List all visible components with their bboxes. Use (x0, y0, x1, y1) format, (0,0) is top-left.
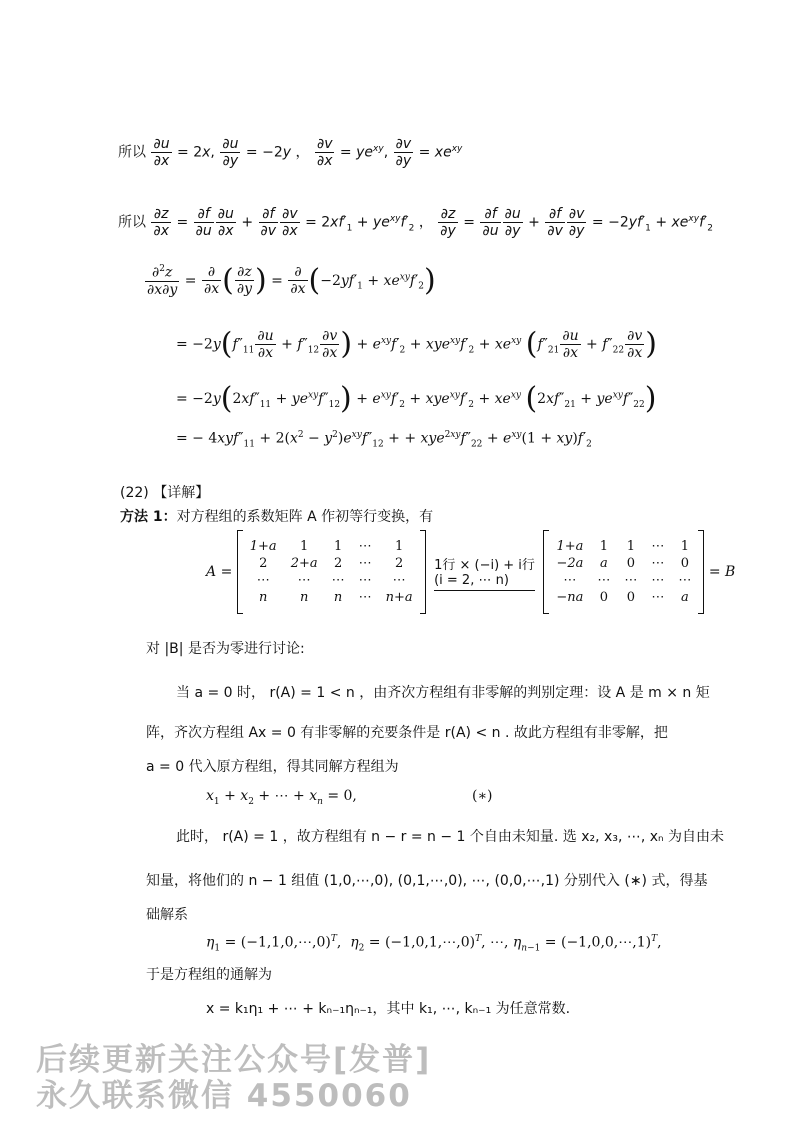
basis-solutions: $\eta_1$ = (−1,1,0,⋯,0)$^T$, $\eta_2$ = (−1,0,1,⋯,0)$^T$, ⋯, $\eta_{n-1}$ = (−1,0,0,⋯,1)$^T$, (206, 934, 662, 954)
matrix-cell: 2+a (290, 556, 318, 571)
method-label: 方法 1： (120, 509, 177, 525)
paragraph-4: 此时， r(A) = 1 ，故方程组有 n − r = n − 1 个自由未知量. 选 x₂, x₃, ⋯, xₙ 为自由未 (176, 829, 725, 845)
matrix-row (549, 572, 698, 589)
matrix-row (243, 538, 420, 555)
matrix-cell: 1+a (249, 539, 277, 554)
matrix-row (243, 589, 420, 606)
matrix-cell: 2 (333, 556, 343, 571)
formula-expansion-1: = $-2y(f''_{11}$ $\frac{\partial u}{\partial x}$ + $f''_{12}$ $\frac{\partial v}{\partial x}$ ) + $e^{xy}f'_2 + xye^{xy}f'_2 + xe^{xy}$ ($f''_{21}$ $\frac{\partial u}{\partial x}$ + $f''_{22}$ $\frac{\partial v}{\partial x}$ ) (176, 326, 657, 362)
matrix-cell: a (600, 556, 608, 571)
equation-homogeneous: $x_1 + x_2$ + ⋯ + $x_n = 0$, (206, 788, 357, 807)
section-heading: (22) 【详解】 (120, 485, 210, 501)
paragraph-6: 础解系 (146, 907, 188, 923)
matrix-cell: 2 (394, 556, 404, 571)
matrix-cell: 0 (626, 590, 636, 605)
matrix-row (549, 555, 698, 572)
method-text: 对方程组的系数矩阵 A 作初等行变换，有 (176, 509, 434, 525)
row-op-label: 1行 × (−i) + i行 (434, 557, 535, 573)
paragraph-5: 知量，将他们的 n − 1 组值 (1,0,⋯,0), (0,1,⋯,0), ⋯, (0,0,⋯,1) 分别代入 (∗) 式，得基 (146, 873, 708, 889)
matrix-cell: 2 (259, 556, 268, 571)
paragraph-2: 阵，齐次方程组 Ax = 0 有非零解的充要条件是 r(A) < n . 故此方程组有非零解，把 (146, 725, 668, 741)
matrix-a (243, 538, 420, 606)
matrix-cell: ⋯ (297, 573, 311, 588)
matrix-transformation: A = 1+a 1 1 ⋯ 1 2 2+a 2 ⋯ 2 ⋯ ⋯ ⋯ ⋯ ⋯ n n n ⋯ n+a 1行 × (−i) + i行 (i = 2, ⋯ n) 1+a 1 1 ⋯ 1 −2a a 0 ⋯ 0 ⋯ ⋯ ⋯ ⋯ ⋯ −na 0 0 ⋯ a = B (206, 530, 735, 614)
discussion-text: 对 |B| 是否为零进行讨论: (146, 641, 305, 657)
matrix-row (243, 572, 420, 589)
general-solution: x = k₁η₁ + ⋯ + kₙ₋₁ηₙ₋₁，其中 k₁, ⋯, kₙ₋₁ 为任意常数. (206, 1001, 571, 1017)
watermark-line-1: 后续更新关注公众号[发普] (36, 1042, 432, 1078)
lead-text-2: 所以 (118, 214, 146, 231)
matrix-row (243, 555, 420, 572)
matrix-cell: 1 (300, 539, 309, 554)
matrix-cell: ⋯ (358, 590, 372, 605)
matrix-cell: ⋯ (358, 539, 372, 554)
matrix-cell: ⋯ (256, 573, 270, 588)
paragraph-1: 当 a = 0 时， r(A) = 1 < n ，由齐次方程组有非零解的判别定理：设 A 是 m × n 矩 (176, 685, 710, 701)
row-operation (434, 554, 535, 591)
matrix-b (549, 538, 698, 606)
matrix-cell: 1+a (556, 539, 584, 554)
matrix-cell: ⋯ (597, 573, 611, 588)
matrix-cell: ⋯ (651, 590, 665, 605)
matrix-cell: 1 (626, 539, 636, 554)
formula-result: = − $4xyf''_{11} + 2(x^2 - y^2)e^{xy}f''_{12}$ + + $xye^{2xy}f''_{22} + e^{xy}(1 + xy)f'_2$ (176, 430, 592, 450)
matrix-cell: ⋯ (624, 573, 638, 588)
formula-expansion-2: = $-2y(2xf''_{11} + ye^{xy}f''_{12}) + e^{xy}f'_2 + xye^{xy}f'_2 + xe^{xy}$ $(2xf''_{21} + ye^{xy}f''_{22})$ (176, 381, 657, 416)
paragraph-3: a = 0 代入原方程组，得其同解方程组为 (146, 759, 399, 775)
matrix-cell: ⋯ (651, 539, 665, 554)
matrix-cell: 0 (626, 556, 636, 571)
matrix-cell: ⋯ (651, 556, 665, 571)
matrix-cell: ⋯ (651, 573, 665, 588)
matrix-cell: n (299, 590, 309, 605)
row-op-cond: (i = 2, ⋯ n) (434, 573, 535, 591)
matrix-cell: ⋯ (392, 573, 406, 588)
lead-text-1: 所以 (118, 144, 146, 161)
matrix-cell: n (333, 590, 343, 605)
matrix-cell: −2a (556, 556, 584, 571)
paragraph-7: 于是方程组的通解为 (146, 967, 272, 983)
formula-partials-uv: 所以 $\frac{\partial u}{\partial x}$ = 2x, $\frac{\partial u}{\partial y}$ = −2y ， $\frac{\partial v}{\partial x}$ = $ye^{xy}$, $\frac{\partial v}{\partial y}$ = $xe^{xy}$ (118, 136, 463, 170)
matrix-cell: 1 (599, 539, 609, 554)
matrix-cell: 0 (599, 590, 609, 605)
matrix-row (549, 589, 698, 606)
matrix-cell: ⋯ (358, 556, 372, 571)
matrix-cell: −na (556, 590, 584, 605)
matrix-cell: 1 (680, 539, 690, 554)
matrix-cell: n (259, 590, 268, 605)
matrix-cell: ⋯ (678, 573, 692, 588)
equation-label: (∗) (472, 788, 493, 804)
matrix-cell: a (681, 590, 689, 605)
matrix-cell: 0 (680, 556, 690, 571)
matrix-cell: ⋯ (358, 573, 372, 588)
formula-second-derivative: $\frac{\partial^2z}{\partial x\partial y}$ = ∂ ∂x ( $\frac{\partial z}{\partial y}$ ) = ∂ ∂x $(-2yf'_1 + xe^{xy}f'_2)$ (147, 262, 436, 298)
matrix-cell: n+a (385, 590, 413, 605)
matrix-cell: 1 (394, 539, 404, 554)
matrix-row (549, 538, 698, 555)
method-line (120, 506, 433, 526)
formula-chain-rule: 所以 $\frac{\partial z}{\partial x}$ = $\frac{\partial f}{\partial u}$ $\frac{\partial u}{\partial x}$ + $\frac{\partial f}{\partial v}$ $\frac{\partial v}{\partial x}$ = $2xf'_1 + ye^{xy}f'_2$ ， $\frac{\partial z}{\partial y}$ = $\frac{\partial f}{\partial u}$ $\frac{\partial u}{\partial y}$ + $\frac{\partial f}{\partial v}$ $\frac{\partial v}{\partial y}$ = $-2yf'_1 + xe^{xy}f'_2$ (118, 206, 713, 240)
matrix-cell: ⋯ (331, 573, 345, 588)
matrix-cell: ⋯ (563, 573, 577, 588)
watermark-line-2: 永久联系微信 4550060 (36, 1078, 412, 1114)
matrix-cell: 1 (333, 539, 343, 554)
